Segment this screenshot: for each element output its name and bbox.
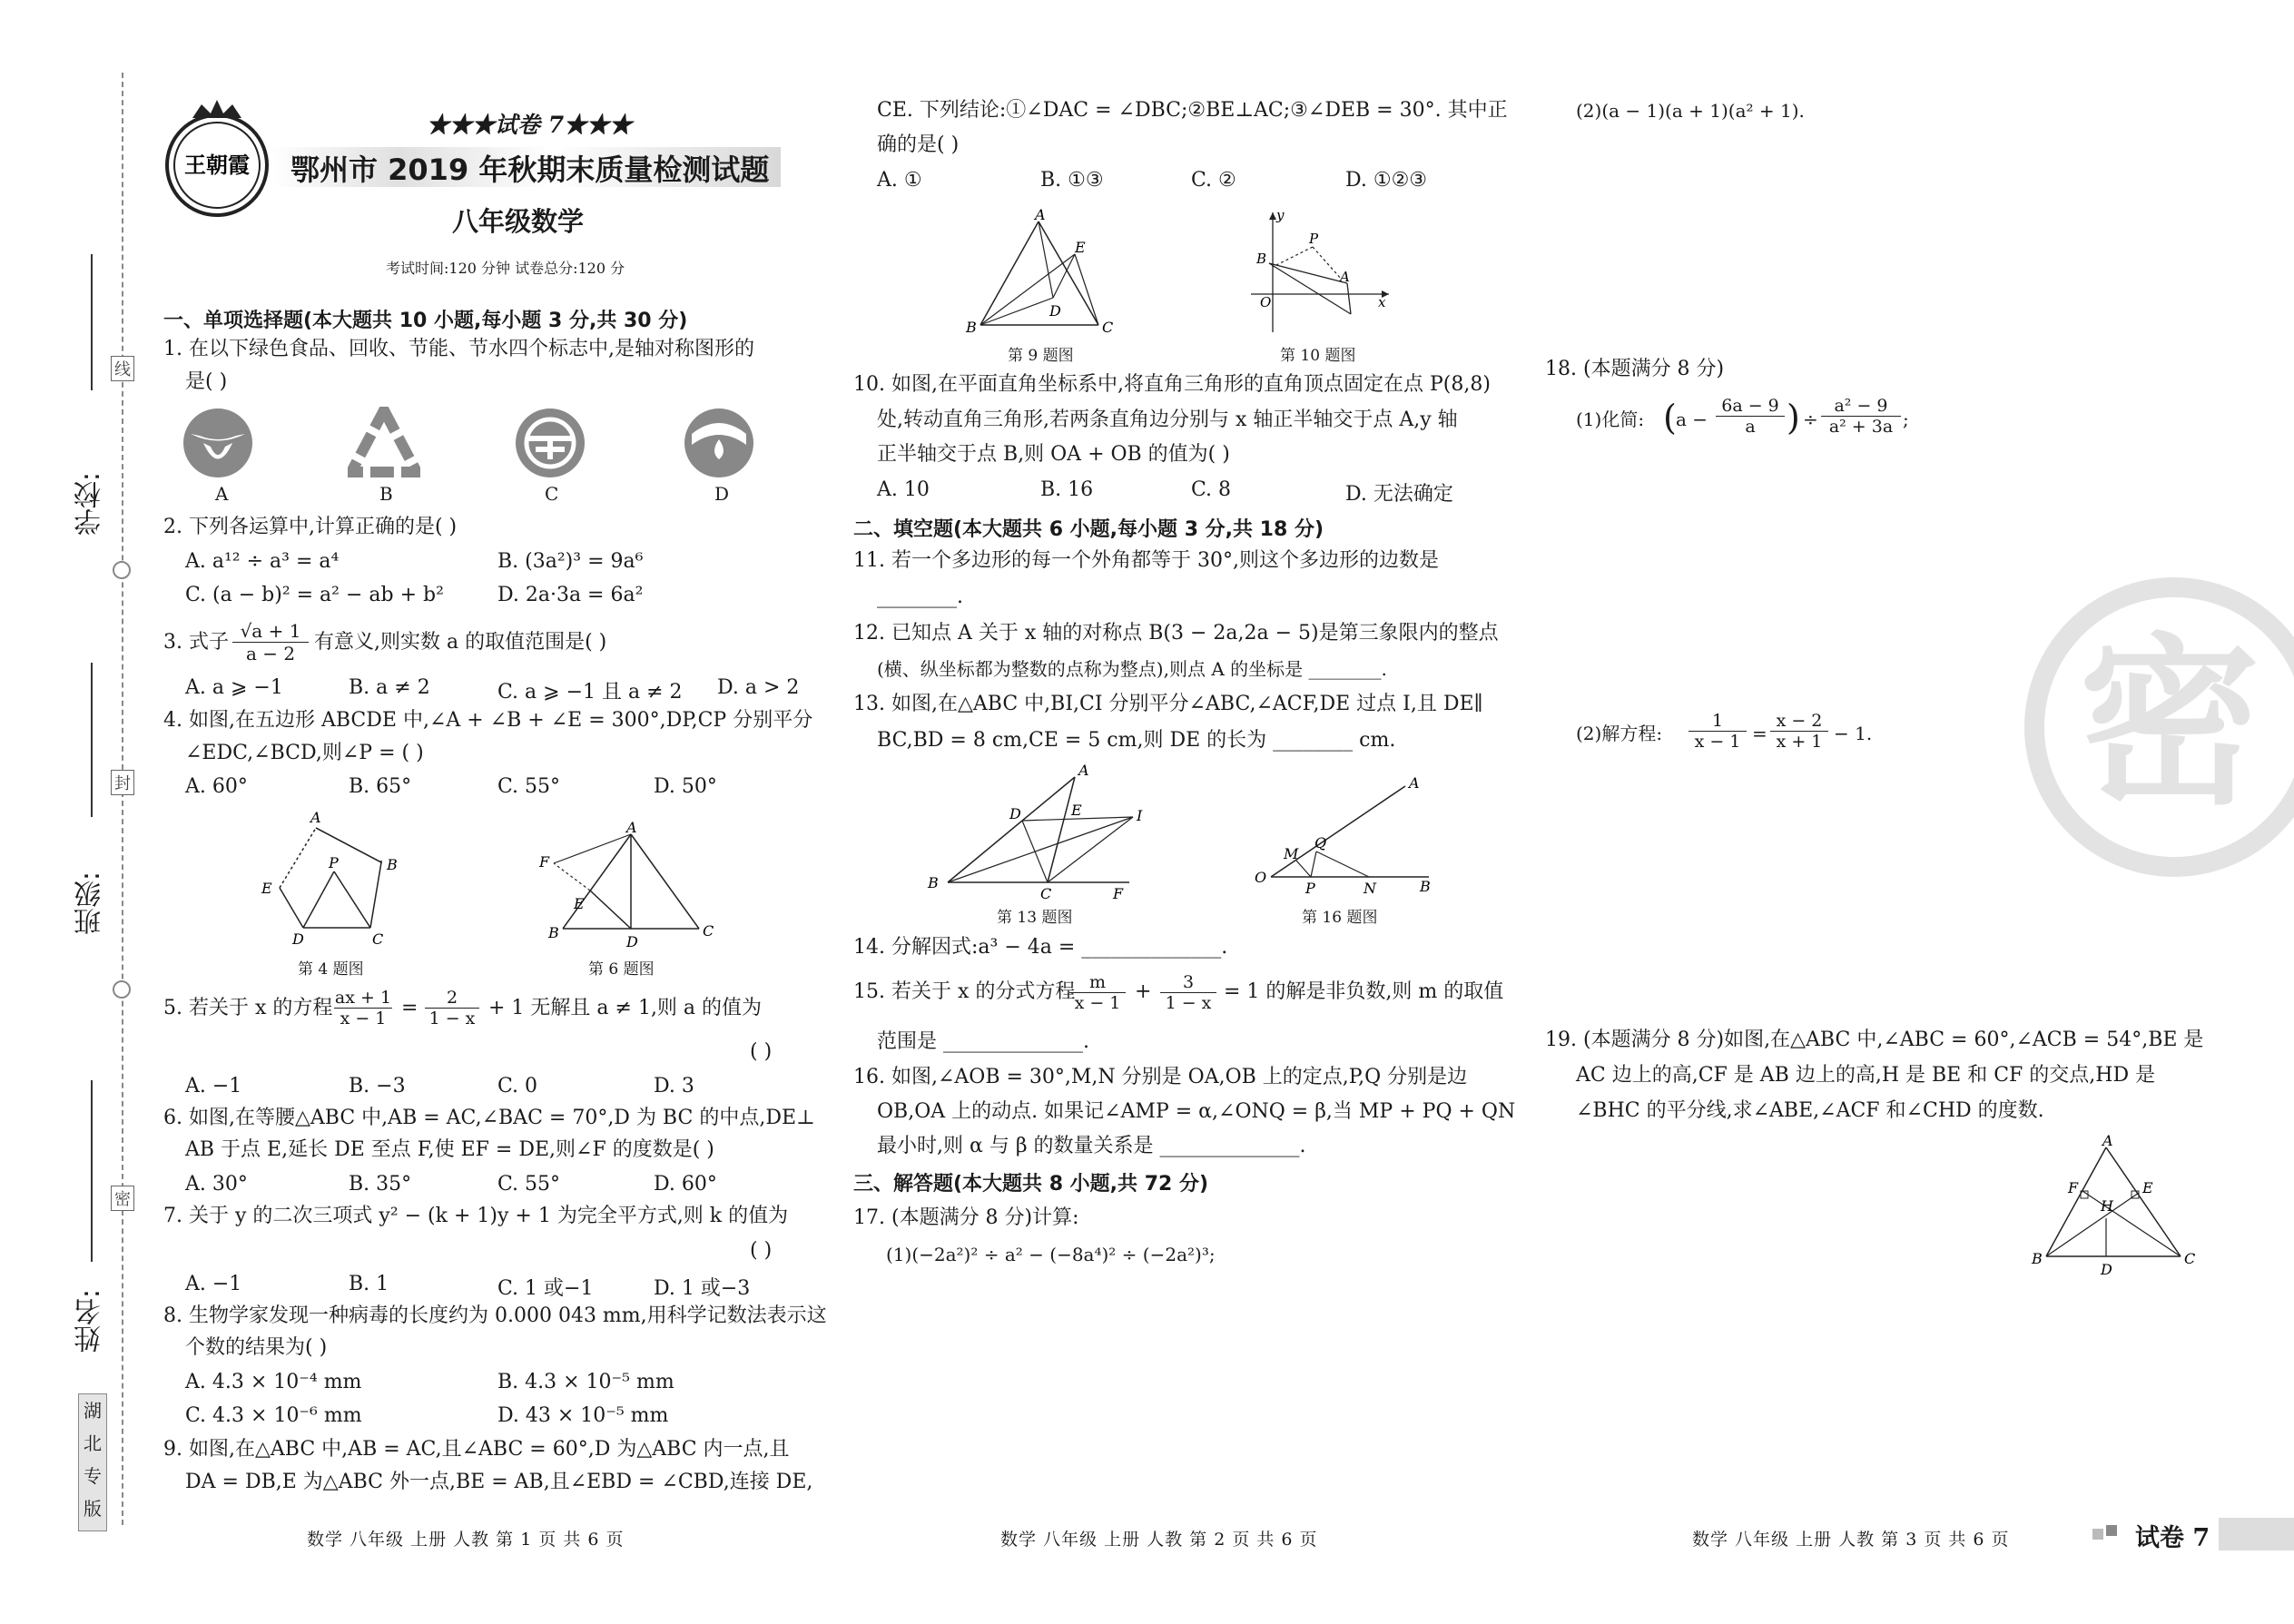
q9-option-a: A. ① [877, 169, 922, 192]
q16-line: OB,OA 上的动点. 如果记∠AMP = α,∠ONQ = β,当 MP + PQ + QN [877, 1100, 1516, 1123]
edition-char: 湖 [84, 1400, 102, 1422]
svg-text:E: E [574, 895, 585, 912]
class-underline [91, 663, 93, 817]
q18-g2-denominator: x + 1 [1776, 732, 1823, 752]
q18-part-1-prefix: (1)化简: [1576, 408, 1645, 430]
svg-text:A: A [1409, 774, 1420, 792]
q2-option-d: D. 2a·3a = 6a² [497, 584, 644, 606]
svg-text:B: B [966, 319, 977, 334]
svg-text:P: P [1309, 231, 1319, 247]
q18-part-2-prefix: (2)解方程: [1576, 723, 1663, 744]
paper-title: 鄂州市 2019 年秋期末质量检测试题 [290, 153, 770, 187]
edition-char: 版 [84, 1498, 102, 1520]
q1-line: 1. 在以下绿色食品、回收、节能、节水四个标志中,是轴对称图形的 [163, 338, 754, 360]
subject-title: 八年级数学 [452, 206, 585, 237]
q3-fraction [232, 620, 309, 664]
q7-option-c: C. 1 或−1 [497, 1277, 594, 1300]
q13-line: BC,BD = 8 cm,CE = 5 cm,则 DE 的长为 ________ cm. [877, 729, 1396, 752]
q18-g2 [1770, 711, 1828, 752]
svg-text:O: O [1260, 294, 1272, 310]
figure-4-pentagon [254, 808, 399, 953]
q16-line: 最小时,则 α 与 β 的数量关系是 ______________. [877, 1135, 1306, 1157]
q9-line: 确的是( ) [877, 133, 960, 156]
logo-seal [156, 100, 279, 222]
q10-line: 处,转动直角三角形,若两条直角边分别与 x 轴正半轴交于点 A,y 轴 [877, 408, 1458, 431]
q5-option-d: D. 3 [654, 1075, 694, 1097]
q10-option-a: A. 10 [877, 478, 930, 501]
q5-suffix: + 1 无解且 a ≠ 1,则 a 的值为 [488, 997, 763, 1019]
q8-line: 8. 生物学家发现一种病毒的长度约为 0.000 043 mm,用科学记数法表示这 [163, 1304, 827, 1327]
q9-line: 9. 如图,在△ABC 中,AB = AC,且∠ABC = 60°,D 为△ABC 内一点,且 [163, 1438, 790, 1461]
svg-text:A: A [1340, 269, 1350, 285]
svg-text:A: A [1035, 207, 1046, 223]
footer-tab-shade [2219, 1518, 2294, 1550]
svg-text:Q: Q [1314, 834, 1327, 851]
q10-line: 正半轴交于点 B,则 OA + OB 的值为( ) [877, 443, 1230, 466]
binding-hole [113, 561, 131, 579]
q18-semicolon: ; [1903, 408, 1909, 430]
binding-mark-secret: 密 [111, 1186, 134, 1211]
q2-stem: 2. 下列各运算中,计算正确的是( ) [163, 516, 458, 538]
figure-19-triangle [2026, 1135, 2199, 1280]
q7-answer-paren: ( ) [750, 1239, 773, 1262]
q6-option-c: C. 55° [497, 1173, 561, 1196]
binding-dashed-line [122, 73, 123, 1525]
q7-option-d: D. 1 或−3 [654, 1277, 751, 1300]
svg-text:O: O [1255, 869, 1267, 886]
q8-option-b: B. 4.3 × 10⁻⁵ mm [497, 1371, 674, 1393]
figure-6-caption: 第 6 题图 [588, 960, 655, 979]
q15-f1-denominator: x − 1 [1074, 993, 1121, 1013]
q3-option-c: C. a ⩾ −1 且 a ≠ 2 [497, 681, 683, 704]
q18-f1-numerator: 6a − 9 [1716, 396, 1785, 417]
figure-6-triangle [536, 822, 717, 958]
q17-line: 17. (本题满分 8 分)计算: [853, 1206, 1079, 1229]
q6-option-b: B. 35° [349, 1173, 412, 1196]
q15-line: 范围是 ______________. [877, 1030, 1089, 1053]
water-saving-logo-icon [683, 407, 755, 479]
edition-char: 专 [84, 1465, 102, 1487]
svg-text:C: C [2184, 1250, 2196, 1267]
name-label: 姓名: [74, 1289, 106, 1353]
q19-line: ∠BHC 的平分线,求∠ABE,∠ACF 和∠CHD 的度数. [1576, 1099, 2044, 1122]
q18-line: 18. (本题满分 8 分) [1545, 358, 1725, 380]
svg-text:B: B [1420, 878, 1431, 895]
q12-line: 12. 已知点 A 关于 x 轴的对称点 B(3 − 2a,2a − 5)是第三象限内的整点 [853, 622, 1499, 645]
paper-badge: ★★★试卷 7★★★ [427, 112, 633, 138]
svg-text:B: B [548, 924, 559, 941]
footer-decor [2106, 1525, 2117, 1536]
q16-line: 16. 如图,∠AOB = 30°,M,N 分别是 OA,OB 上的定点,P,Q 分别是边 [853, 1066, 1468, 1088]
q18-f1-denominator: a [1745, 417, 1756, 437]
q10-option-d: D. 无法确定 [1345, 483, 1453, 506]
q4-line: ∠EDC,∠BCD,则∠P = ( ) [185, 742, 424, 764]
q18-part-1-a: a − [1676, 408, 1708, 430]
q18-f2-numerator: a² − 9 [1821, 396, 1901, 417]
q1-label-a: A [215, 483, 229, 505]
q9-option-b: B. ①③ [1040, 169, 1104, 192]
watermark-char: 密 [2079, 618, 2261, 830]
svg-text:A: A [2102, 1135, 2113, 1149]
svg-text:C: C [703, 922, 714, 940]
q8-option-d: D. 43 × 10⁻⁵ mm [497, 1404, 669, 1427]
q7-option-a: A. −1 [185, 1273, 242, 1295]
q15-prefix: 15. 若关于 x 的分式方程 [853, 980, 1076, 1003]
svg-text:D: D [1049, 302, 1061, 320]
edition-char: 北 [84, 1432, 102, 1454]
q18-g2-numerator: x − 2 [1770, 711, 1828, 732]
q10-option-c: C. 8 [1191, 478, 1232, 501]
q3-prefix: 3. 式子 [163, 631, 229, 654]
q9-option-c: C. ② [1191, 169, 1236, 192]
svg-text:B: B [387, 856, 398, 873]
q5-option-a: A. −1 [185, 1075, 242, 1097]
svg-text:D: D [292, 930, 304, 948]
q6-option-d: D. 60° [654, 1173, 717, 1196]
q7-line: 7. 关于 y 的二次三项式 y² − (k + 1)y + 1 为完全平方式,则 k 的值为 [163, 1205, 789, 1227]
q5-answer-paren: ( ) [750, 1040, 773, 1063]
q6-line: 6. 如图,在等腰△ABC 中,AB = AC,∠BAC = 70°,D 为 BC 的中点,DE⊥ [163, 1107, 815, 1129]
svg-text:E: E [261, 880, 272, 897]
figure-16-angle [1251, 773, 1433, 901]
svg-text:N: N [1364, 880, 1376, 897]
q5-f1-denominator: x − 1 [340, 1009, 387, 1029]
section-3-title: 三、解答题(本大题共 8 小题,共 72 分) [853, 1173, 1209, 1196]
q5-option-c: C. 0 [497, 1075, 538, 1097]
q4-option-a: A. 60° [185, 775, 248, 798]
figure-9-caption: 第 9 题图 [1008, 347, 1074, 365]
q18-g1-numerator: 1 [1689, 711, 1747, 732]
recycle-logo-icon [348, 407, 420, 479]
svg-text:E: E [1071, 802, 1082, 819]
q15-f2-numerator: 3 [1160, 972, 1216, 993]
q15-plus: + [1135, 980, 1152, 1003]
q1-line: 是( ) [185, 370, 228, 393]
q19-line: AC 边上的高,CF 是 AB 边上的高,H 是 BE 和 CF 的交点,HD 是 [1576, 1064, 2156, 1087]
footer-paper-tab: 试卷 7 [2135, 1524, 2210, 1552]
q5-f2-denominator: 1 − x [428, 1009, 476, 1029]
svg-text:D: D [626, 933, 638, 950]
svg-text:B: B [1256, 251, 1267, 267]
q9-option-d: D. ①②③ [1345, 169, 1428, 192]
school-label: 学校: [74, 472, 106, 536]
q1-label-c: C [545, 483, 559, 505]
q5-fraction-2 [425, 988, 479, 1029]
q5-f2-numerator: 2 [425, 988, 479, 1009]
q3-option-d: D. a > 2 [717, 676, 800, 699]
svg-text:A: A [626, 822, 637, 836]
svg-text:y: y [1276, 207, 1285, 223]
q10-option-b: B. 16 [1040, 478, 1094, 501]
svg-text:B: B [2032, 1250, 2043, 1267]
q2-option-a: A. a¹² ÷ a³ = a⁴ [185, 550, 340, 573]
figure-16-caption: 第 16 题图 [1302, 909, 1378, 927]
q8-option-a: A. 4.3 × 10⁻⁴ mm [185, 1371, 362, 1393]
figure-10-caption: 第 10 题图 [1280, 347, 1356, 365]
q3-option-b: B. a ≠ 2 [349, 676, 430, 699]
q11-line: 11. 若一个多边形的每一个外角都等于 30°,则这个多边形的边数是 [853, 549, 1439, 572]
binding-mark-seal: 封 [111, 770, 134, 795]
edition-box [78, 1393, 107, 1531]
q18-f2-denominator: a² + 3a [1828, 417, 1894, 437]
q5-fraction-1 [334, 988, 392, 1029]
q8-option-c: C. 4.3 × 10⁻⁶ mm [185, 1404, 362, 1427]
q4-option-b: B. 65° [349, 775, 412, 798]
logo-text: 王朝霞 [184, 152, 250, 178]
footer-page-1: 数学 八年级 上册 人教 第 1 页 共 6 页 [307, 1530, 625, 1550]
q18-fraction-1 [1716, 396, 1785, 437]
energy-saving-logo-icon [514, 407, 586, 479]
q17-part-2: (2)(a − 1)(a + 1)(a² + 1). [1576, 100, 1805, 122]
q9-line: DA = DB,E 为△ABC 外一点,BE = AB,且∠EBD = ∠CBD,连接 DE, [185, 1471, 813, 1493]
q3-numerator: √a + 1 [232, 620, 309, 643]
footer-decor [2092, 1529, 2103, 1540]
q7-option-b: B. 1 [349, 1273, 389, 1295]
section-1-title: 一、单项选择题(本大题共 10 小题,每小题 3 分,共 30 分) [163, 310, 688, 332]
svg-text:P: P [1305, 880, 1315, 897]
school-underline [91, 254, 93, 390]
svg-text:C: C [1102, 319, 1114, 334]
section-2-title: 二、填空题(本大题共 6 小题,每小题 3 分,共 18 分) [853, 518, 1324, 541]
q4-option-d: D. 50° [654, 775, 717, 798]
q15-f2-denominator: 1 − x [1165, 993, 1212, 1013]
figure-4-caption: 第 4 题图 [298, 960, 364, 979]
footer-page-3: 数学 八年级 上册 人教 第 3 页 共 6 页 [1692, 1530, 2010, 1550]
q15-fraction-2 [1160, 972, 1216, 1013]
svg-text:E: E [2142, 1179, 2153, 1196]
svg-text:D: D [2101, 1261, 2112, 1278]
svg-text:M: M [1284, 845, 1299, 862]
q18-tail: − 1. [1834, 723, 1873, 744]
q15-suffix: = 1 的解是非负数,则 m 的取值 [1224, 980, 1504, 1003]
q1-label-d: D [714, 483, 730, 505]
q5-option-b: B. −3 [349, 1075, 406, 1097]
q15-fraction-1 [1069, 972, 1126, 1013]
q18-fraction-2 [1821, 396, 1901, 437]
q18-left-paren: ( [1663, 398, 1677, 438]
q10-line: 10. 如图,在平面直角坐标系中,将直角三角形的直角顶点固定在点 P(8,8) [853, 373, 1491, 396]
svg-text:F: F [539, 853, 550, 871]
exam-info: 考试时间:120 分钟 试卷总分:120 分 [386, 260, 625, 277]
svg-text:E: E [1075, 239, 1086, 256]
binding-hole [113, 980, 131, 999]
footer-page-2: 数学 八年级 上册 人教 第 2 页 共 6 页 [1000, 1530, 1318, 1550]
q3-suffix: 有意义,则实数 a 的取值范围是( ) [314, 631, 607, 654]
svg-text:C: C [1040, 885, 1052, 899]
green-food-logo-icon [182, 407, 254, 479]
q14-line: 14. 分解因式:a³ − 4a = ______________. [853, 936, 1228, 959]
figure-13-triangle [915, 763, 1160, 899]
q5-prefix: 5. 若关于 x 的方程 [163, 997, 333, 1019]
svg-text:F: F [1113, 885, 1124, 899]
svg-text:P: P [329, 854, 339, 871]
figure-13-caption: 第 13 题图 [997, 909, 1073, 927]
svg-text:C: C [372, 930, 384, 948]
q13-line: 13. 如图,在△ABC 中,BI,CI 分别平分∠ABC,∠ACF,DE 过点 I,且 DE∥ [853, 693, 1483, 715]
svg-text:I: I [1137, 807, 1143, 824]
q18-g1-denominator: x − 1 [1694, 732, 1741, 752]
figure-9-triangle [962, 207, 1126, 334]
q3-denominator: a − 2 [245, 643, 296, 664]
figure-10-axes [1244, 205, 1398, 341]
q19-line: 19. (本题满分 8 分)如图,在△ABC 中,∠ABC = 60°,∠ACB = 54°,BE 是 [1545, 1029, 2204, 1051]
svg-text:A: A [310, 809, 321, 826]
q2-option-b: B. (3a²)³ = 9a⁶ [497, 550, 644, 573]
q5-f1-numerator: ax + 1 [334, 988, 392, 1008]
svg-text:x: x [1378, 294, 1386, 310]
q12-line: (横、纵坐标都为整数的点称为整点),则点 A 的坐标是 ________. [877, 658, 1387, 680]
q2-option-c: C. (a − b)² = a² − ab + b² [185, 584, 444, 606]
q18-g1 [1689, 711, 1747, 752]
q5-equals: = [401, 997, 418, 1019]
q18-right-paren: ) [1787, 398, 1800, 438]
q18-equals: = [1752, 723, 1767, 744]
q6-option-a: A. 30° [185, 1173, 248, 1196]
svg-text:B: B [928, 874, 939, 891]
q1-label-b: B [379, 483, 393, 505]
q11-line: ________. [877, 586, 963, 608]
q17-part-1: (1)(−2a²)² ÷ a² − (−8a⁴)² ÷ (−2a²)³; [886, 1244, 1216, 1265]
svg-text:F: F [2068, 1179, 2079, 1196]
q4-option-c: C. 55° [497, 775, 561, 798]
q3-option-a: A. a ⩾ −1 [185, 676, 283, 699]
svg-text:D: D [1009, 805, 1021, 822]
q9-line: CE. 下列结论:①∠DAC = ∠DBC;②BE⊥AC;③∠DEB = 30°. 其中正 [877, 99, 1508, 122]
q15-f1-numerator: m [1069, 972, 1126, 993]
q6-line: AB 于点 E,延长 DE 至点 F,使 EF = DE,则∠F 的度数是( ) [185, 1138, 714, 1161]
q18-divide: ÷ [1803, 408, 1818, 430]
q8-line: 个数的结果为( ) [185, 1336, 328, 1359]
svg-text:A: A [1078, 763, 1089, 779]
svg-text:H: H [2101, 1197, 2113, 1215]
binding-mark-line: 线 [111, 356, 134, 381]
q4-line: 4. 如图,在五边形 ABCDE 中,∠A + ∠B + ∠E = 300°,DP,CP 分别平分 [163, 709, 813, 732]
class-label: 班级: [74, 871, 106, 936]
name-underline [91, 1080, 93, 1262]
